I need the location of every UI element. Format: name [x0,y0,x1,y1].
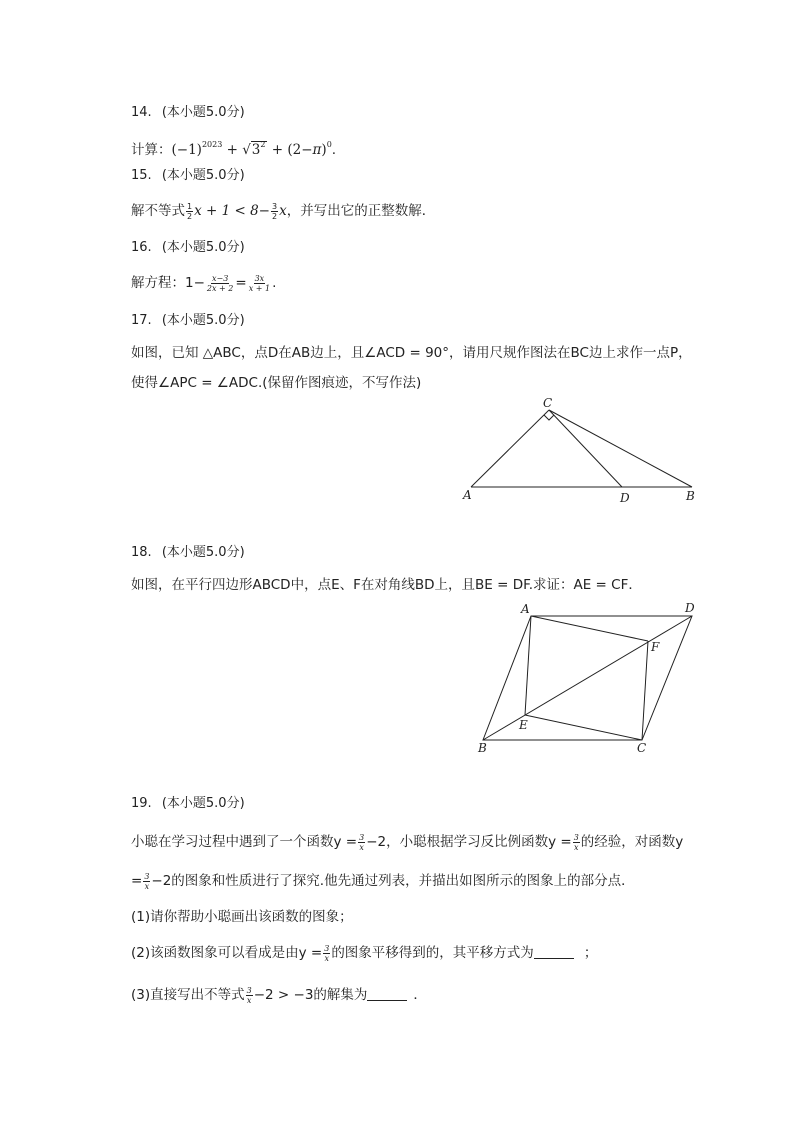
q14-header [131,103,245,123]
q14-body [131,135,336,160]
q17-label-d: D [620,491,630,505]
q19-part2-answer-blank[interactable] [534,946,574,959]
q18-label-a: A [521,602,530,616]
q17-label-b: B [686,489,695,503]
q18-label-c: C [637,741,647,755]
q19-fraction: $\frac{3}{x}$ [144,871,150,891]
q19-part3-b: −2 > −3的解集为 [253,987,368,1003]
q18-label-f: F [651,640,660,654]
q15-points: (本小题5.0分) [161,168,245,183]
q19-line2-part-a: = [131,873,143,889]
q14-number: 14. [131,105,152,120]
q18-label-e: E [519,718,528,732]
q15-fraction-1: $\frac{1}{2}$ [187,201,193,221]
q19-part3-c: ． [413,987,427,1003]
q14-suffix: . [331,142,337,158]
q18-points: (本小题5.0分) [161,545,245,560]
q18-segment-ce [525,715,642,740]
q16-number: 16. [131,240,152,255]
q17-header [131,311,245,331]
q15-body [131,201,435,221]
q19-part1: (1)请你帮助小聪画出该函数的图象； [131,909,353,925]
q17-segment-ca [471,410,549,487]
q16-body [131,273,276,293]
q16-points: (本小题5.0分) [161,240,245,255]
q18-header [131,543,245,563]
q16-header [131,238,245,258]
q15-number: 15. [131,168,152,183]
q15-fraction-2: $\frac{3}{2}$ [272,201,278,221]
q18-number: 18. [131,545,152,560]
q18-parallelogram-abcd [483,616,692,740]
q19-line1-part-c: 的经验，对函数y [580,834,684,850]
q19-part2-a: (2)该函数图象可以看成是由y = [131,945,323,961]
q16-prefix: 解方程：1− [131,275,205,291]
q19-fraction: $\frac{3}{x}$ [359,832,365,852]
q19-part2-b: 的图象平移得到的，其平移方式为 [331,945,534,961]
q17-number: 17. [131,313,152,328]
q15-prefix: 解不等式 [131,203,185,219]
q18-diagonal-bd [483,616,692,740]
q16-fraction-2: $\frac{3x}{x + 1}$ [248,273,271,293]
q17-segment-cb [549,410,692,487]
q16-eq: = [235,275,247,291]
q19-number: 19. [131,796,152,811]
q19-part3 [131,985,427,1005]
q19-fraction: $\frac{3}{x}$ [246,985,252,1005]
q19-part2-c: ； [583,945,598,961]
q17-points: (本小题5.0分) [161,313,245,328]
q19-points: (本小题5.0分) [161,796,245,811]
q19-line2 [131,871,635,891]
q19-line1-part-a: 小聪在学习过程中遇到了一个函数y = [131,834,358,850]
q17-segment-cd [549,410,622,487]
q19-part2 [131,943,597,963]
q17-label-a: A [463,488,472,502]
q17-line1: 如图，已知 △ABC，点D在AB边上，且∠ACD = 90°，请用尺规作图法在BC边上求作一点P， [131,345,692,361]
q18-segment-ae [525,616,531,715]
q19-line1 [131,832,683,852]
q17-label-c: C [543,396,553,410]
q16-suffix: . [272,275,277,291]
q18-label-d: D [685,601,695,615]
q19-line1-part-b: −2，小聪根据学习反比例函数y = [366,834,572,850]
q15-header [131,166,245,186]
q17-right-angle-mark [544,415,554,420]
q14-points: (本小题5.0分) [161,105,245,120]
q18-label-b: B [478,741,487,755]
q19-header [131,794,245,814]
q15-var: x [279,203,287,219]
q19-part3-a: (3)直接写出不等式 [131,987,245,1003]
q15-mid: x + 1 < 8− [194,203,270,219]
q19-fraction: $\frac{3}{x}$ [573,832,579,852]
q14-expr: $(-1)^{2023} + √3^2 + (2-\pi)^0$ [171,140,332,158]
q15-suffix: ，并写出它的正整数解． [286,203,436,219]
q18-segment-cf [642,641,648,740]
q19-line2-part-b: −2的图象和性质进行了探究.他先通过列表，并描出如图所示的图象上的部分点． [151,873,635,889]
q19-part3-answer-blank[interactable] [367,988,407,1001]
q17-line2: 使得∠APC = ∠ADC.(保留作图痕迹，不写作法) [131,375,422,391]
q16-fraction-1: $\frac{x-3}{2x + 2}$ [206,273,234,293]
q19-fraction: $\frac{3}{x}$ [324,943,330,963]
q14-prefix: 计算： [131,142,172,158]
q18-segment-af [531,616,648,641]
q18-line1: 如图，在平行四边形ABCD中，点E、F在对角线BD上，且BE = DF.求证：AE = CF． [131,577,642,593]
